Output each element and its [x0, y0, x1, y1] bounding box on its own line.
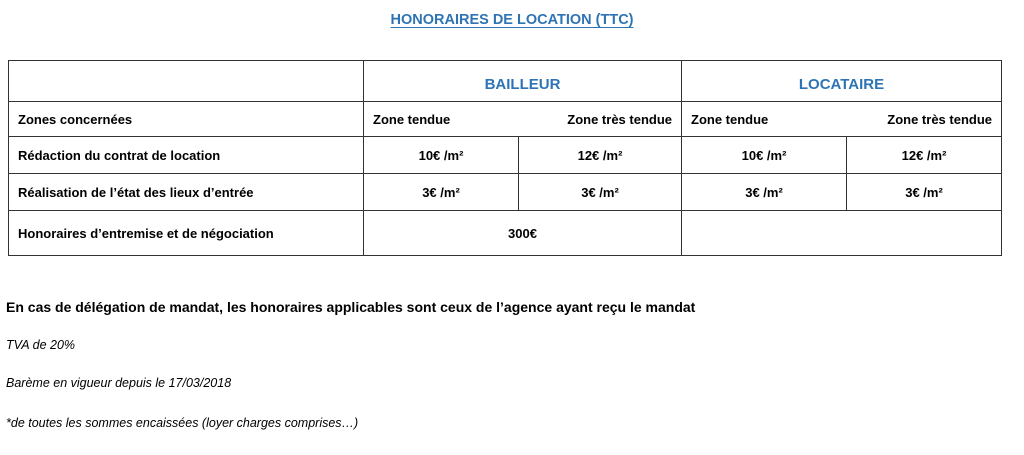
- row-label: Honoraires d’entremise et de négociation: [9, 211, 364, 256]
- locataire-tres-tendue-value: 12€ /m²: [847, 137, 1002, 174]
- bailleur-total-value: 300€: [364, 211, 682, 256]
- locataire-total-value: [682, 211, 1002, 256]
- bailleur-zone-tendue: Zone tendue: [364, 102, 519, 137]
- table-row-etat-des-lieux: [9, 174, 1002, 211]
- table-row-entremise: [9, 211, 1002, 256]
- bailleur-zone-tres-tendue: Zone très tendue: [519, 102, 682, 137]
- table-row-redaction: [9, 137, 1002, 174]
- page-title: HONORAIRES DE LOCATION (TTC): [390, 12, 634, 28]
- locataire-zone-tendue: Zone tendue: [682, 102, 847, 137]
- locataire-tendue-value: 10€ /m²: [682, 137, 847, 174]
- bailleur-tendue-value: 3€ /m²: [364, 174, 519, 211]
- table-corner-cell: [9, 61, 364, 102]
- locataire-tres-tendue-value: 3€ /m²: [847, 174, 1002, 211]
- tva-note: TVA de 20%: [6, 338, 76, 352]
- bailleur-tres-tendue-value: 12€ /m²: [519, 137, 682, 174]
- footnote: *de toutes les sommes encaissées (loyer charges comprises…): [6, 416, 359, 430]
- locataire-zone-tres-tendue: Zone très tendue: [847, 102, 1002, 137]
- table-header-row: [9, 61, 1002, 102]
- locataire-tendue-value: 3€ /m²: [682, 174, 847, 211]
- fees-table: [8, 60, 1002, 256]
- bareme-note: Barème en vigueur depuis le 17/03/2018: [6, 376, 232, 390]
- bailleur-tendue-value: 10€ /m²: [364, 137, 519, 174]
- bailleur-header: BAILLEUR: [364, 61, 682, 102]
- row-label: Rédaction du contrat de location: [9, 137, 364, 174]
- zones-label: Zones concernées: [9, 102, 364, 137]
- delegation-note: En cas de délégation de mandat, les honoraires applicables sont ceux de l’agence ayant reçu le mandat: [6, 299, 696, 315]
- locataire-header: LOCATAIRE: [682, 61, 1002, 102]
- zones-row: [9, 102, 1002, 137]
- row-label: Réalisation de l’état des lieux d’entrée: [9, 174, 364, 211]
- bailleur-tres-tendue-value: 3€ /m²: [519, 174, 682, 211]
